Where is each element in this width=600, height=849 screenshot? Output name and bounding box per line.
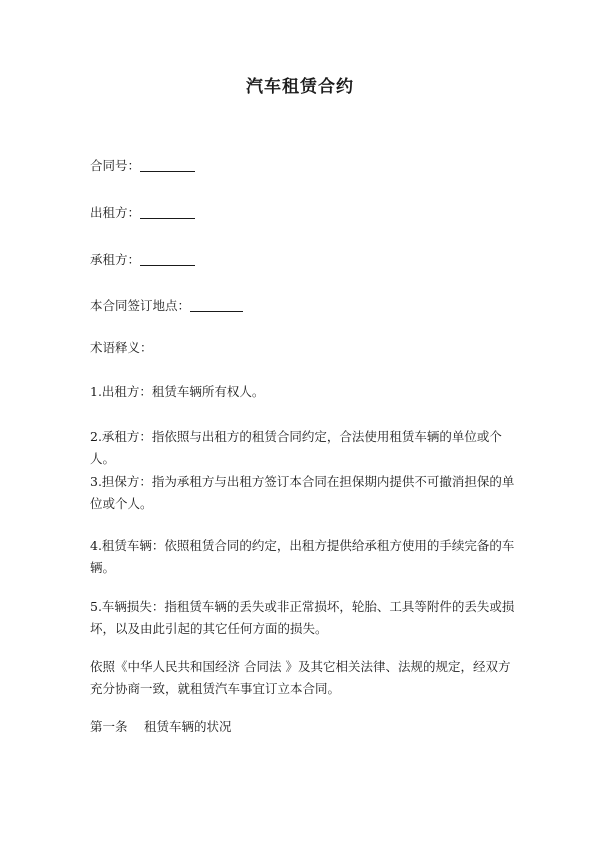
lessee-field bbox=[90, 249, 195, 271]
contract-number-label: 合同号： bbox=[90, 158, 141, 173]
definition-item: 4.租赁车辆：依照租赁合同的约定，出租方提供给承租方使用的手续完备的车辆。 bbox=[90, 538, 515, 575]
preamble-paragraph: 依照《中华人民共和国经济 合同法 》及其它相关法律、法规的规定，经双方充分协商一致，就租赁汽车事宜订立本合同。 bbox=[90, 659, 511, 696]
article-heading: 第一条 租赁车辆的状况 bbox=[90, 719, 232, 734]
document-title: 汽车租赁合约 bbox=[246, 77, 354, 97]
definition-item: 1.出租方：租赁车辆所有权人。 bbox=[90, 384, 265, 399]
signing-place-blank bbox=[190, 297, 243, 312]
lessor-field bbox=[90, 202, 195, 224]
contract-number-field bbox=[90, 155, 195, 177]
definition-item: 3.担保方：指为承租方与出租方签订本合同在担保期内提供不可撤消担保的单位或个人。 bbox=[90, 474, 515, 511]
lessor-label: 出租方： bbox=[90, 205, 141, 220]
definition-item: 2.承租方：指依照与出租方的租赁合同约定，合法使用租赁车辆的单位或个人。 bbox=[90, 429, 502, 466]
lessee-label: 承租方： bbox=[90, 252, 141, 267]
terms-heading: 术语释义： bbox=[90, 340, 153, 355]
signing-place-label: 本合同签订地点： bbox=[90, 298, 191, 313]
lessor-blank bbox=[140, 204, 195, 219]
definition-item: 5.车辆损失：指租赁车辆的丢失或非正常损坏，轮胎、工具等附件的丢失或损坏，以及由此引起的其它任何方面的损失。 bbox=[90, 599, 515, 636]
signing-place-field bbox=[90, 295, 243, 317]
lessee-blank bbox=[140, 251, 195, 266]
contract-number-blank bbox=[140, 157, 195, 172]
